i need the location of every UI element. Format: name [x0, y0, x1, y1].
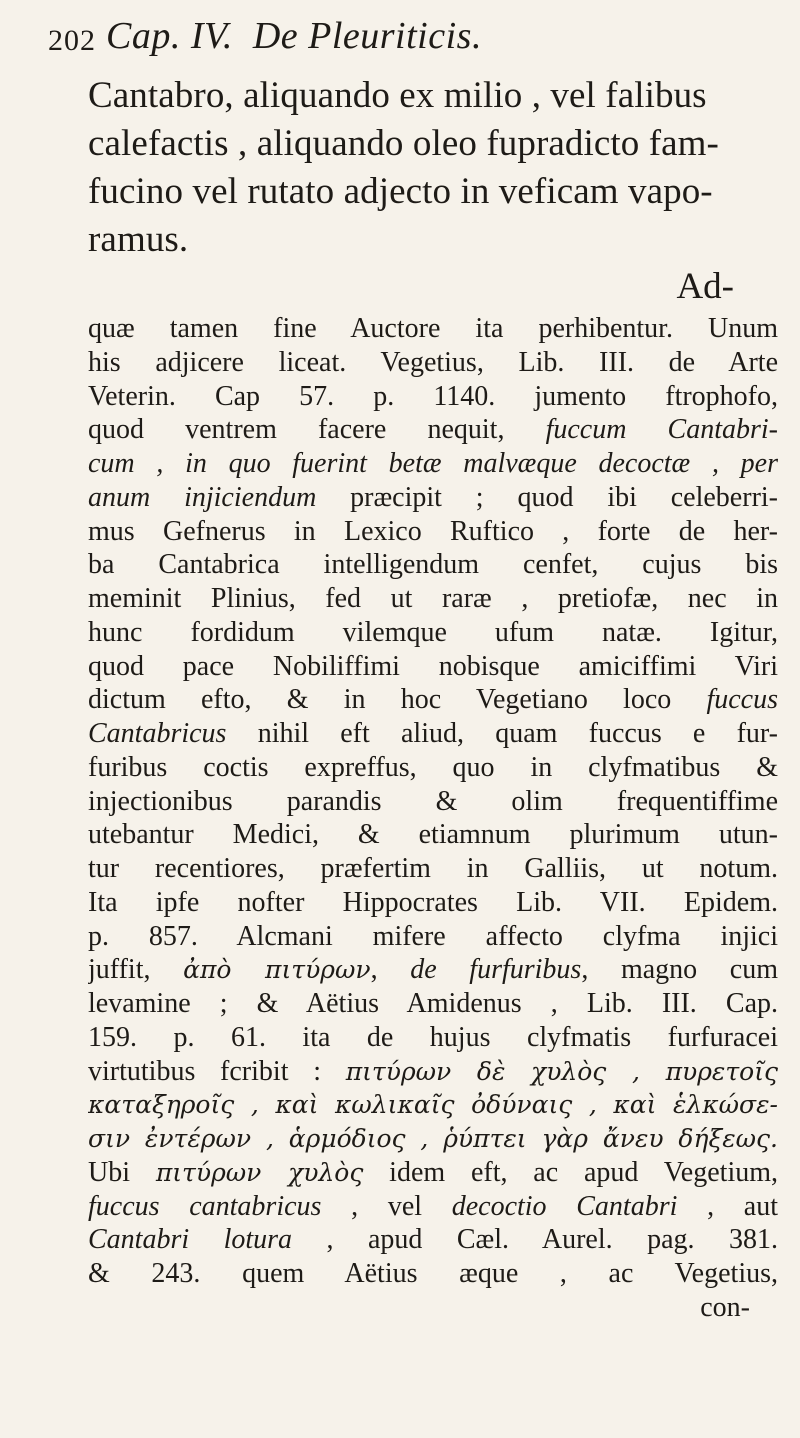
text-run: ,	[370, 954, 411, 986]
text-run: idem eft, ac apud Vegetium,	[363, 1156, 778, 1188]
text-run: injectionibus parandis & olim frequentiffime	[88, 785, 778, 817]
text-line	[88, 1257, 778, 1291]
text-run: nihil eft aliud, quam fuccus e fur-	[226, 718, 778, 749]
running-head-chapter: Cap. IV.	[106, 15, 233, 57]
text-line	[88, 953, 778, 987]
text-line: fucino vel rutato adjecto in veficam vapo-	[88, 171, 713, 212]
text-run: quod pace Nobiliffimi nobisque amiciffimi Viri	[88, 650, 778, 682]
text-line	[88, 1055, 778, 1089]
text-run: 159. p. 61. ita de hujus clyfmatis furfuracei	[88, 1021, 778, 1053]
greek-text: σιν ἐντέρων , ἁρμόδιος , ῥύπτει γὰρ ἄνευ δήξεως.	[88, 1124, 778, 1153]
page-number: 202	[48, 24, 96, 57]
text-line	[88, 481, 778, 515]
text-run: dictum efto, & in hoc Vegetiano loco	[88, 684, 707, 716]
text-run: , aut	[677, 1190, 778, 1222]
text-line	[88, 920, 778, 954]
text-run: quæ tamen fine Auctore ita perhibentur. Unum	[88, 313, 778, 344]
text-line	[88, 1190, 778, 1224]
greek-text: πιτύρων δὲ χυλὸς , πυρετοῖς	[345, 1056, 778, 1086]
text-line	[88, 818, 778, 852]
text-line	[88, 1122, 778, 1156]
text-line: ramus.	[88, 219, 189, 260]
text-run: quod ventrem facere nequit,	[88, 414, 546, 446]
text-line	[88, 413, 778, 447]
text-line	[88, 1291, 778, 1325]
text-run: , apud Cæl. Aurel. pag. 381.	[292, 1224, 778, 1256]
text-run: meminit Plinius, fed ut raræ , pretiofæ, nec in	[88, 583, 778, 614]
running-head-title: De Pleuriticis.	[252, 15, 482, 57]
text-run: furibus coctis expreffus, quo in clyfmatibus &	[88, 751, 778, 783]
text-run: Veterin. Cap 57. p. 1140. jumento ftrophofo,	[88, 380, 778, 412]
catchword: Ad-	[676, 266, 734, 307]
text-run: , magno cum	[581, 954, 778, 986]
text-line	[88, 548, 778, 582]
text-line	[88, 582, 778, 616]
italic-text: fuccus	[706, 684, 778, 716]
text-run: p. 857. Alcmani mifere affecto clyfma injici	[88, 920, 778, 952]
text-run: utebantur Medici, & etiamnum plurimum utun-	[88, 819, 778, 851]
italic-text: cum , in quo fuerint betæ malvæque decoctæ , per	[88, 448, 778, 479]
text-line	[88, 515, 778, 549]
italic-text: Cantabri lotura	[88, 1224, 293, 1256]
text-line	[88, 380, 778, 414]
text-line	[88, 447, 778, 481]
text-run: con-	[700, 1291, 750, 1323]
text-line	[88, 717, 778, 751]
text-run: præcipit ; quod ibi celeberri-	[316, 481, 778, 513]
main-paragraph	[88, 72, 778, 264]
text-run: juffit,	[88, 954, 184, 986]
annotation-paragraph	[88, 312, 778, 1325]
text-line	[88, 1223, 778, 1257]
text-run: mus Gefnerus in Lexico Ruftico , forte de her-	[88, 515, 778, 547]
italic-text: fuccum Cantabri-	[545, 414, 778, 446]
text-line	[88, 312, 778, 346]
text-run: Ubi	[88, 1156, 156, 1188]
italic-text: anum injiciendum	[88, 481, 317, 513]
text-line: Cantabro, aliquando ex milio , vel falibus	[88, 75, 707, 116]
text-line	[88, 751, 778, 785]
text-line	[88, 785, 778, 819]
text-line	[88, 1021, 778, 1055]
text-line	[88, 650, 778, 684]
page-body	[88, 72, 778, 1325]
running-head	[106, 14, 482, 58]
text-run: tur recentiores, præfertim in Galliis, ut notum.	[88, 853, 778, 884]
text-run: his adjicere liceat. Vegetius, Lib. III. de Arte	[88, 346, 778, 378]
text-run: Ita ipfe nofter Hippocrates Lib. VII. Epidem.	[88, 886, 778, 918]
text-line	[88, 987, 778, 1021]
page-header	[48, 8, 758, 58]
text-run: levamine ; & Aëtius Amidenus , Lib. III. Cap.	[88, 988, 778, 1019]
italic-text: decoctio Cantabri	[451, 1190, 678, 1222]
text-line	[88, 1156, 778, 1190]
italic-text: de furfuribus	[410, 954, 582, 986]
italic-text: Cantabricus	[88, 718, 227, 749]
greek-text: καταξηροῖς , καὶ κωλικαῖς ὀδύναις , καὶ ἑλκώσε-	[88, 1090, 778, 1120]
text-line	[88, 886, 778, 920]
text-run: & 243. quem Aëtius æque , ac Vegetius,	[88, 1258, 778, 1289]
text-line	[88, 346, 778, 380]
text-run: ba Cantabrica intelligendum cenfet, cujus bis	[88, 549, 778, 581]
text-run: , vel	[321, 1190, 452, 1222]
italic-text: fuccus cantabricus	[88, 1190, 322, 1222]
text-line	[88, 683, 778, 717]
text-line	[88, 852, 778, 886]
text-run: hunc fordidum vilemque ufum natæ. Igitur,	[88, 616, 778, 648]
text-run: virtutibus fcribit :	[88, 1055, 346, 1087]
greek-text: ἀπὸ πιτύρων	[183, 955, 371, 985]
text-line	[88, 616, 778, 650]
greek-text: πιτύρων χυλὸς	[155, 1157, 364, 1187]
text-line	[88, 1088, 778, 1122]
text-line: calefactis , aliquando oleo fupradicto fam-	[88, 123, 719, 164]
